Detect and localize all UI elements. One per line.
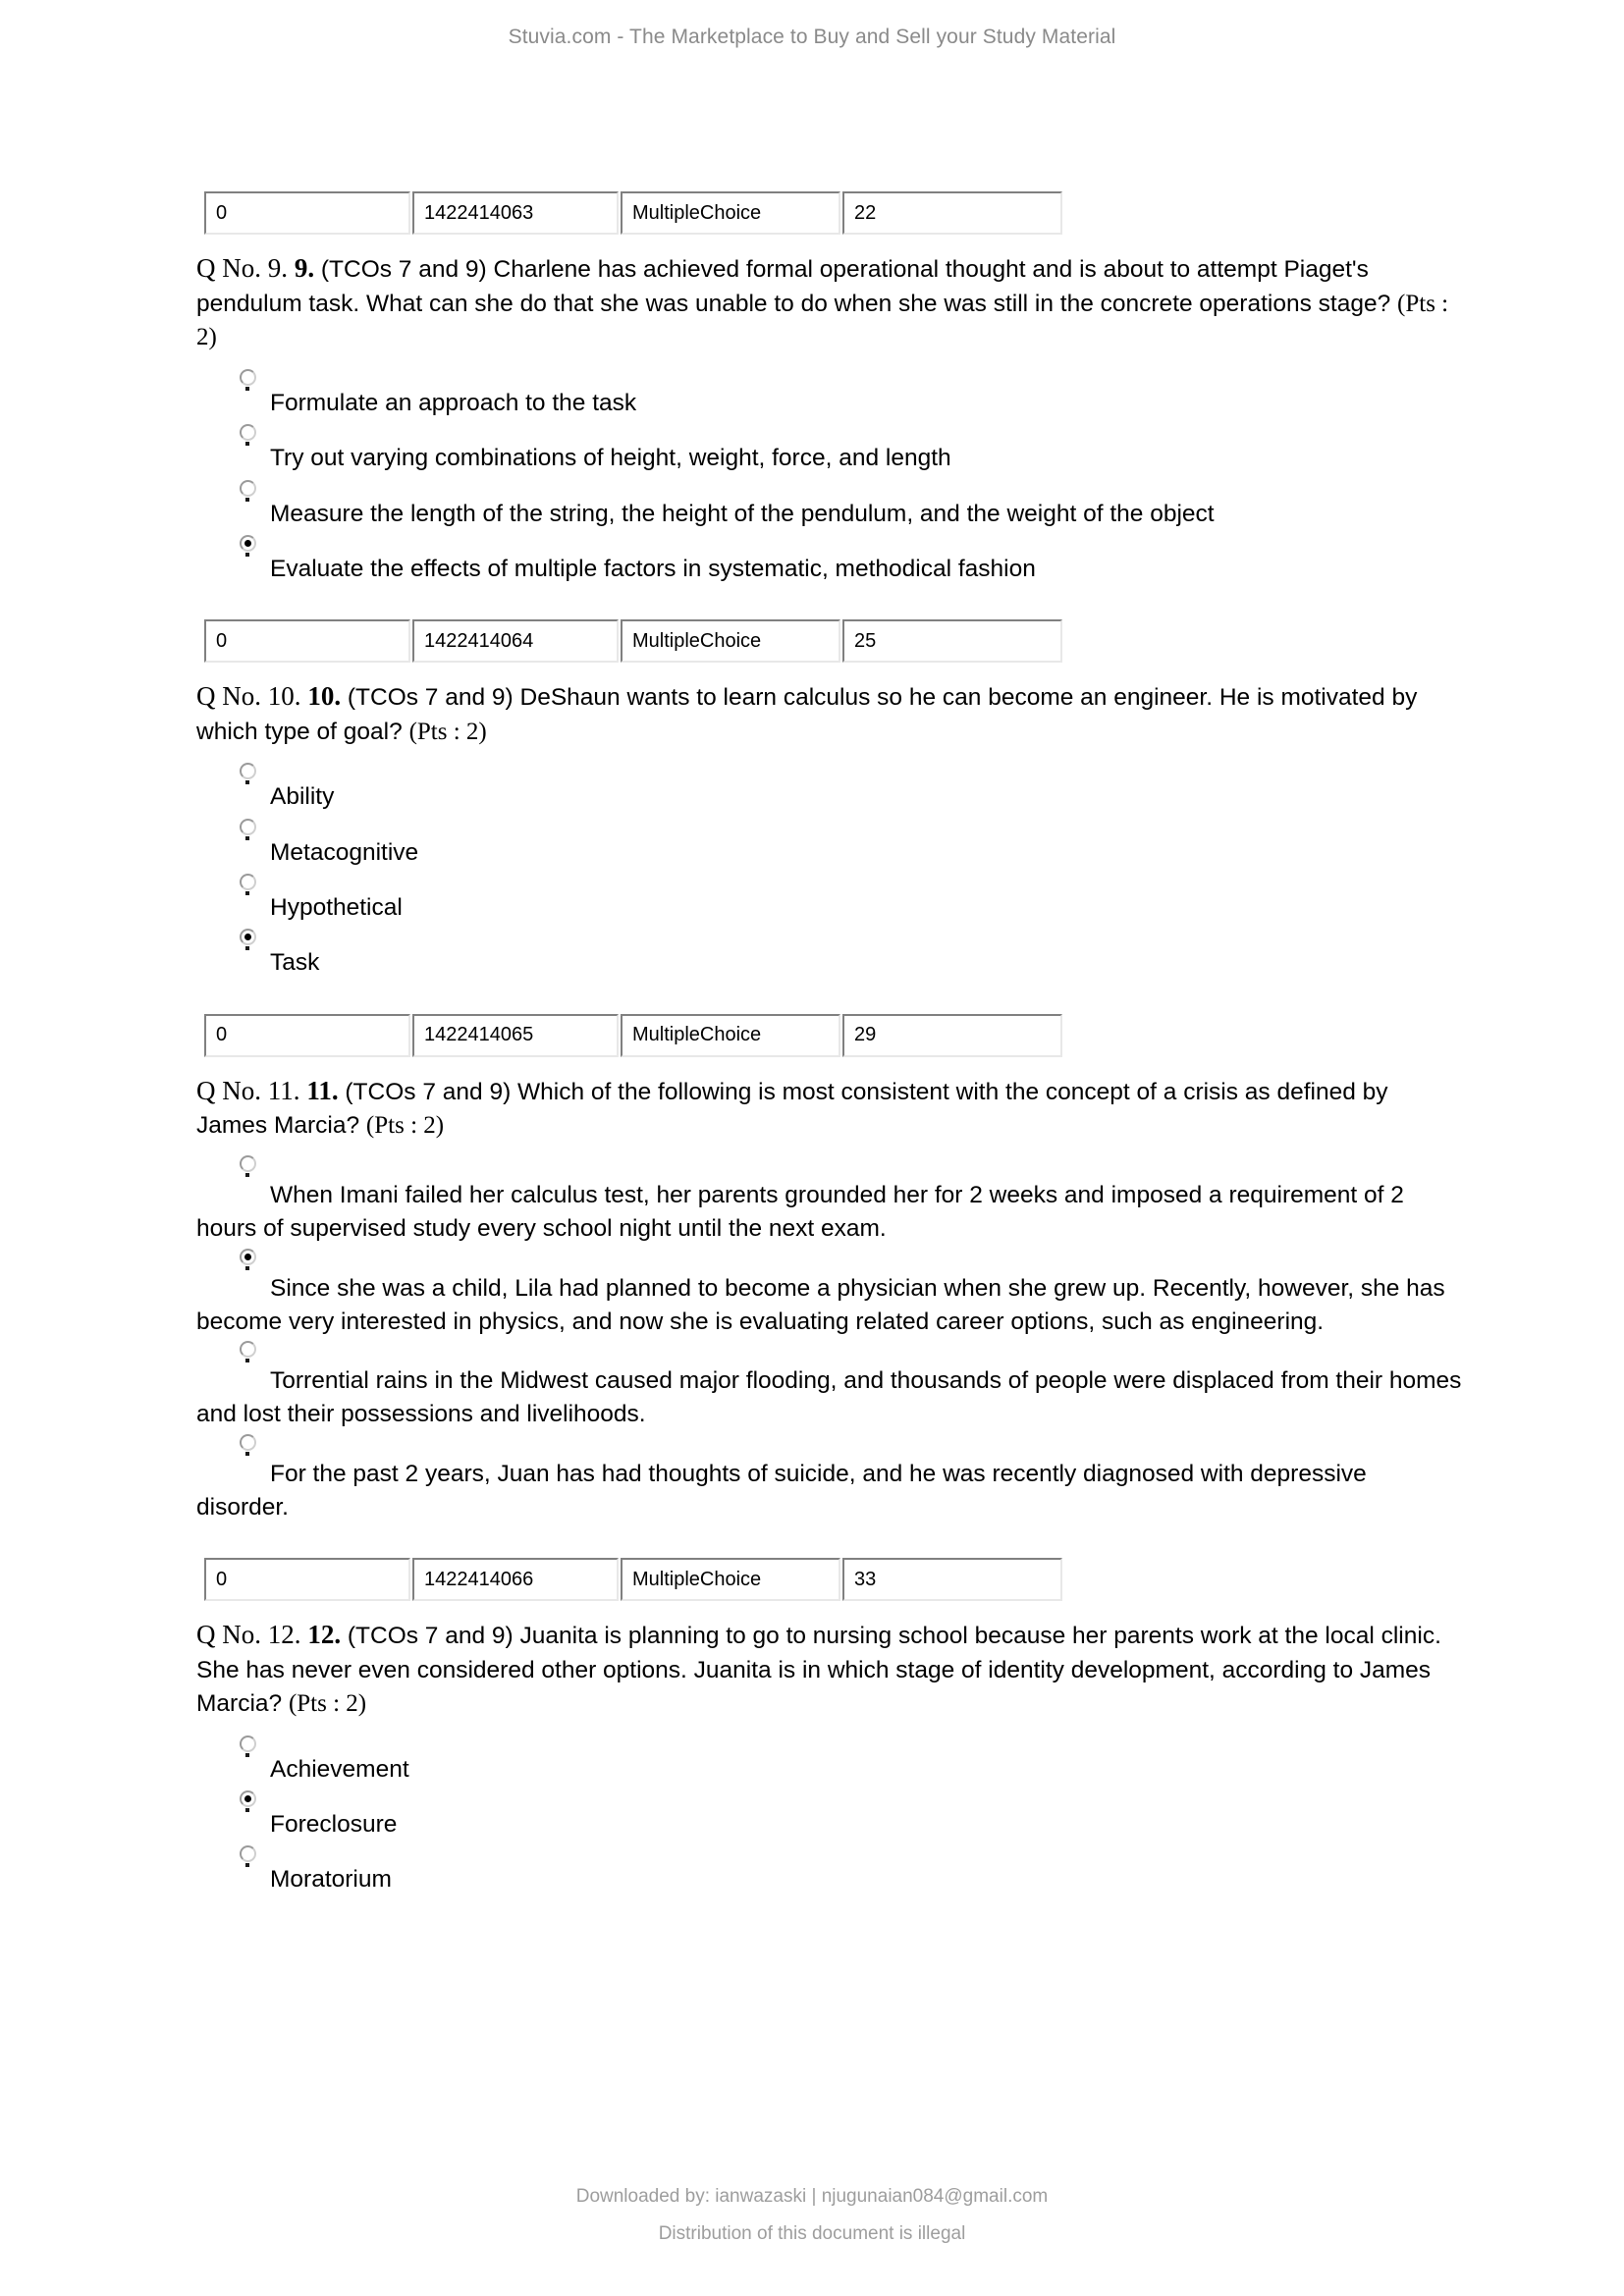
question-number: 12. xyxy=(307,1620,342,1650)
answer-option[interactable] xyxy=(196,925,1463,980)
answer-option[interactable] xyxy=(196,870,1463,925)
answer-option-label: Moratorium xyxy=(270,1866,392,1894)
answer-option-label: Measure the length of the string, the height of the pendulum, and the weight of the object xyxy=(270,500,1215,527)
radio-button-icon[interactable] xyxy=(240,874,256,890)
answer-option-label: For the past 2 years, Juan has had thoughts of suicide, and he was recently diagnosed with depressive disorder. xyxy=(196,1460,1367,1521)
answer-option[interactable] xyxy=(196,531,1463,586)
block-spacer xyxy=(196,586,1463,619)
meta-type-cell: MultipleChoice xyxy=(621,191,840,235)
answer-option-label: Try out varying combinations of height, weight, force, and length xyxy=(270,445,951,472)
radio-button-icon[interactable] xyxy=(240,480,256,497)
answer-options xyxy=(196,1153,1463,1524)
answer-option-label: Formulate an approach to the task xyxy=(270,390,637,417)
question-number: 11. xyxy=(306,1075,339,1105)
answer-options xyxy=(196,365,1463,586)
answer-option-label: Ability xyxy=(270,783,335,811)
question-label: Q No. 11. xyxy=(196,1075,300,1105)
question-text xyxy=(196,678,1463,749)
radio-button-icon[interactable] xyxy=(240,1155,256,1172)
table-row xyxy=(204,1014,1062,1057)
meta-score-cell: 0 xyxy=(204,191,410,235)
answer-option[interactable] xyxy=(196,1732,1463,1787)
questions-container xyxy=(196,191,1463,1931)
meta-type-cell: MultipleChoice xyxy=(621,619,840,663)
answer-option-label: Hypothetical xyxy=(270,894,403,922)
answer-option[interactable] xyxy=(196,1432,1463,1525)
question-meta-table xyxy=(202,1014,1064,1057)
meta-type-cell: MultipleChoice xyxy=(621,1014,840,1057)
site-watermark-header: Stuvia.com - The Marketplace to Buy and Sell your Study Material xyxy=(508,26,1116,48)
question-meta-table xyxy=(202,191,1064,235)
answer-option[interactable] xyxy=(196,1842,1463,1896)
question-number: 9. xyxy=(294,253,315,283)
answer-option-label: Since she was a child, Lila had planned to become a physician when she grew up. Recently, however, she has become very interested in physics, and now she is evaluating related career options, such as engineering. xyxy=(196,1274,1445,1335)
radio-button-selected-icon[interactable] xyxy=(240,535,256,552)
answer-option[interactable] xyxy=(196,420,1463,475)
answer-option-label: Torrential rains in the Midwest caused major flooding, and thousands of people were displaced from their homes and lost their possessions and livelihoods. xyxy=(196,1367,1462,1428)
answer-option[interactable] xyxy=(196,365,1463,420)
question-meta-table xyxy=(202,619,1064,663)
answer-option[interactable] xyxy=(196,1247,1463,1340)
radio-button-icon[interactable] xyxy=(240,1845,256,1862)
block-spacer xyxy=(196,981,1463,1014)
meta-number-cell: 29 xyxy=(842,1014,1062,1057)
meta-id-cell: 1422414063 xyxy=(412,191,619,235)
answer-option-label: Foreclosure xyxy=(270,1810,398,1838)
meta-id-cell: 1422414066 xyxy=(412,1558,619,1601)
meta-id-cell: 1422414064 xyxy=(412,619,619,663)
answer-option-label: Evaluate the effects of multiple factors in systematic, methodical fashion xyxy=(270,555,1036,582)
radio-button-icon[interactable] xyxy=(240,1434,256,1451)
radio-button-icon[interactable] xyxy=(240,763,256,779)
meta-id-cell: 1422414065 xyxy=(412,1014,619,1057)
question-number: 10. xyxy=(307,681,342,712)
table-row xyxy=(204,1558,1062,1601)
question-label: Q No. 12. xyxy=(196,1620,301,1650)
radio-button-selected-icon[interactable] xyxy=(240,1790,256,1807)
answer-option[interactable] xyxy=(196,815,1463,870)
question-label: Q No. 9. xyxy=(196,253,288,283)
question-text xyxy=(196,1073,1463,1144)
question-points: (Pts : 2) xyxy=(408,718,487,745)
answer-option[interactable] xyxy=(196,476,1463,531)
meta-score-cell: 0 xyxy=(204,1014,410,1057)
meta-score-cell: 0 xyxy=(204,619,410,663)
question-text xyxy=(196,250,1463,355)
answer-option[interactable] xyxy=(196,1153,1463,1247)
page-footer xyxy=(0,2186,1624,2245)
question-body: (TCOs 7 and 9) Juanita is planning to go to nursing school because her parents work at the local clinic. She has never even considered other options. Juanita is in which stage of identity development, according to James Marcia? xyxy=(196,1623,1441,1717)
answer-option-label: Achievement xyxy=(270,1755,409,1783)
table-row xyxy=(204,619,1062,663)
table-row xyxy=(204,191,1062,235)
distribution-notice-text: Distribution of this document is illegal xyxy=(658,2223,966,2244)
meta-number-cell: 33 xyxy=(842,1558,1062,1601)
block-spacer xyxy=(196,1524,1463,1558)
radio-button-icon[interactable] xyxy=(240,369,256,386)
meta-number-cell: 22 xyxy=(842,191,1062,235)
block-spacer xyxy=(196,1897,1463,1931)
question-body: (TCOs 7 and 9) Which of the following is most consistent with the concept of a crisis as defined by James Marcia? xyxy=(196,1078,1388,1140)
answer-option-label: Task xyxy=(270,949,320,977)
answer-option-label: When Imani failed her calculus test, her parents grounded her for 2 weeks and imposed a requirement of 2 hours of supervised study every school night until the next exam. xyxy=(196,1181,1404,1243)
radio-button-icon[interactable] xyxy=(240,424,256,441)
meta-number-cell: 25 xyxy=(842,619,1062,663)
answer-option-label: Metacognitive xyxy=(270,838,419,866)
question-label: Q No. 10. xyxy=(196,681,301,712)
downloaded-by-text: Downloaded by: ianwazaski | njugunaian084@gmail.com xyxy=(575,2186,1049,2207)
answer-option[interactable] xyxy=(196,1339,1463,1432)
radio-button-selected-icon[interactable] xyxy=(240,1249,256,1265)
meta-type-cell: MultipleChoice xyxy=(621,1558,840,1601)
answer-option[interactable] xyxy=(196,1787,1463,1842)
radio-button-icon[interactable] xyxy=(240,1735,256,1752)
question-meta-table xyxy=(202,1558,1064,1601)
question-text xyxy=(196,1617,1463,1721)
answer-option[interactable] xyxy=(196,759,1463,814)
question-block xyxy=(196,191,1463,619)
radio-button-icon[interactable] xyxy=(240,819,256,835)
answer-options xyxy=(196,1732,1463,1897)
radio-button-icon[interactable] xyxy=(240,1341,256,1358)
meta-score-cell: 0 xyxy=(204,1558,410,1601)
question-body: (TCOs 7 and 9) Charlene has achieved formal operational thought and is about to attempt Piaget's pendulum task. What can she do that she was unable to do when she was still in the concrete operations stage? xyxy=(196,256,1391,317)
question-block xyxy=(196,1014,1463,1559)
question-block xyxy=(196,1558,1463,1930)
question-body: (TCOs 7 and 9) DeShaun wants to learn calculus so he can become an engineer. He is motivated by which type of goal? xyxy=(196,684,1418,745)
radio-button-selected-icon[interactable] xyxy=(240,929,256,945)
question-block xyxy=(196,619,1463,1013)
question-points: (Pts : 2) xyxy=(365,1112,445,1140)
question-points: (Pts : 2) xyxy=(288,1689,367,1717)
question-points: (Pts : 2) xyxy=(196,290,1449,351)
answer-options xyxy=(196,759,1463,980)
